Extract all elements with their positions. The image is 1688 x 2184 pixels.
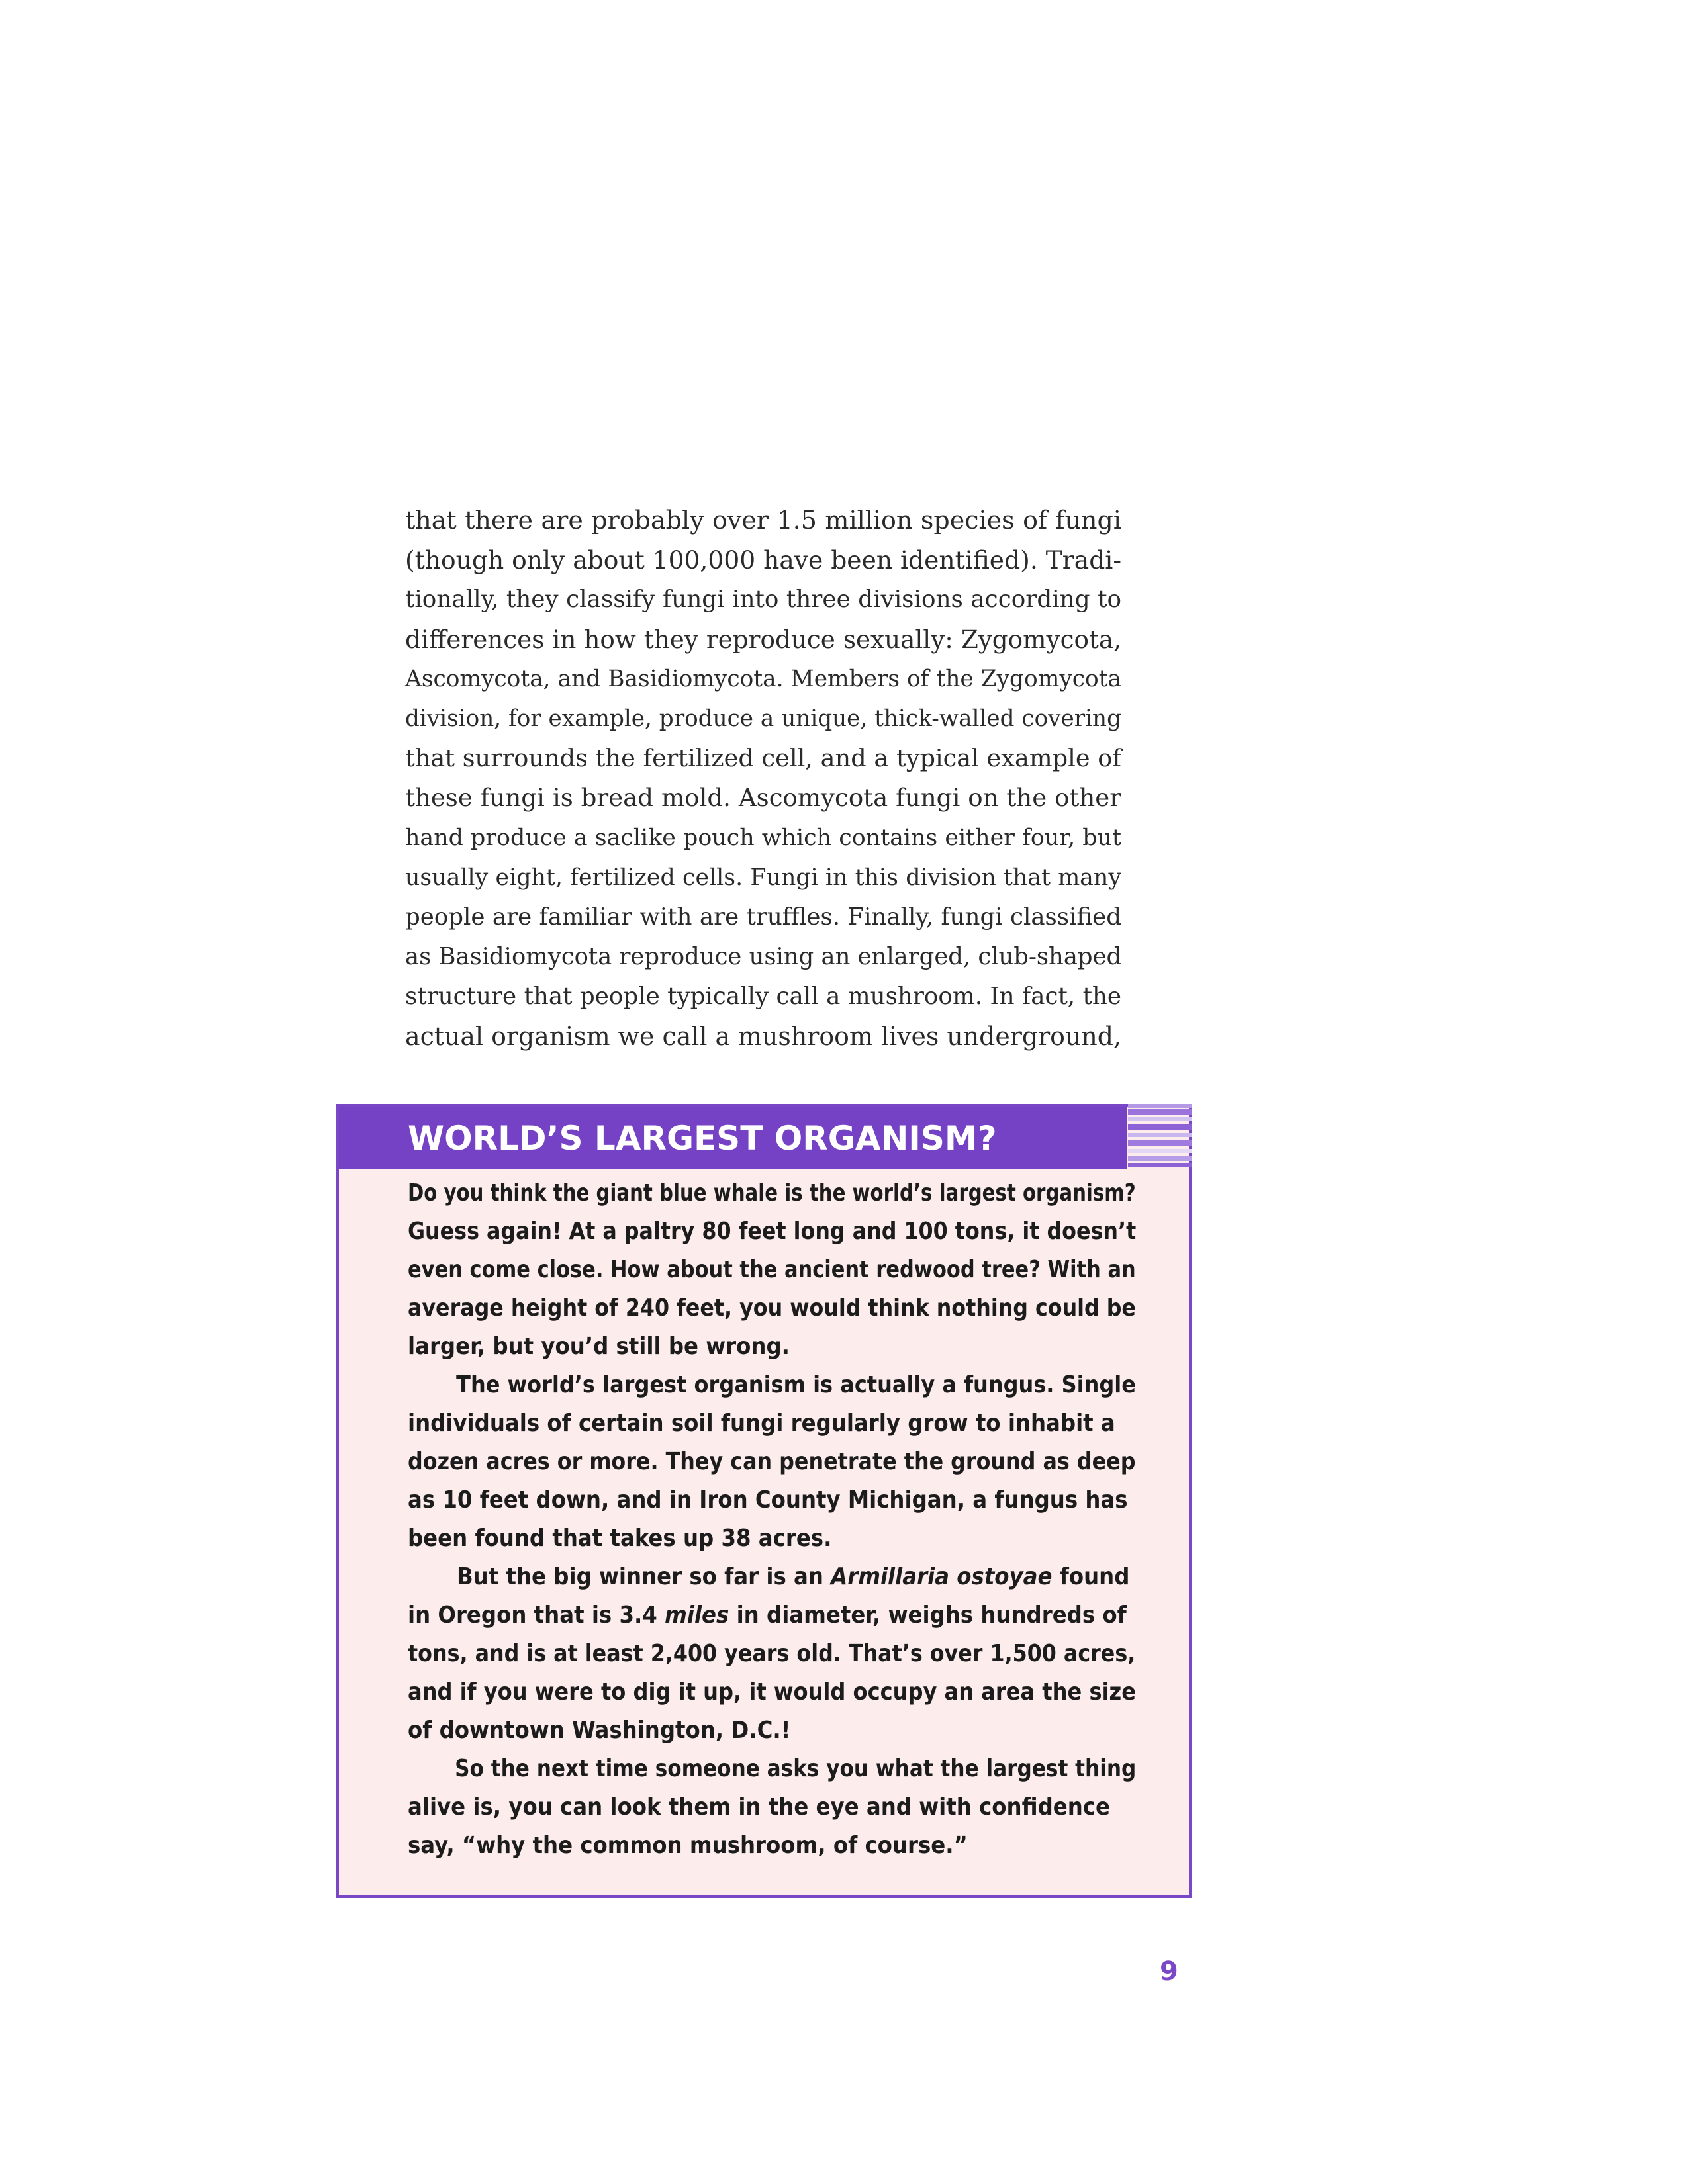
sidebar-line: average height of 240 feet, you would think nothing could be xyxy=(408,1295,1136,1322)
sidebar-line: even come close. How about the ancient redwood tree? With an xyxy=(408,1256,1136,1283)
text-run: But the big winner so far is an xyxy=(457,1563,831,1590)
sidebar-line: of downtown Washington, D.C.! xyxy=(408,1717,791,1744)
sidebar-paragraph xyxy=(408,1366,1136,1558)
text-run: in Oregon that is 3.4 xyxy=(408,1602,665,1629)
body-line: structure that people typically call a mushroom. In fact, the xyxy=(405,983,1121,1010)
body-text xyxy=(405,500,1121,1056)
sidebar-line: Do you think the giant blue whale is the world’s largest organism? xyxy=(408,1179,1136,1206)
sidebar-line: The world’s largest organism is actually a fungus. Single xyxy=(456,1371,1136,1398)
emphasis-text: miles xyxy=(665,1602,729,1629)
body-line: people are familiar with are truffles. Finally, fungi classified xyxy=(405,903,1121,931)
body-line: differences in how they reproduce sexually: Zygomycota, xyxy=(405,625,1121,654)
sidebar-line: larger, but you’d still be wrong. xyxy=(408,1333,790,1360)
sidebar-paragraph xyxy=(408,1750,1137,1865)
sidebar-title: WORLD’S LARGEST ORGANISM? xyxy=(408,1119,997,1158)
sidebar-line: dozen acres or more. They can penetrate the ground as deep xyxy=(408,1448,1136,1475)
body-line: actual organism we call a mushroom lives underground, xyxy=(405,1022,1121,1051)
sidebar-paragraph xyxy=(408,1558,1137,1750)
sidebar-line: as 10 feet down, and in Iron County Michigan, a fungus has xyxy=(408,1486,1128,1514)
body-line: these fungi is bread mold. Ascomycota fungi on the other xyxy=(405,784,1121,812)
body-line: that there are probably over 1.5 million species of fungi xyxy=(405,506,1121,535)
sidebar-line: So the next time someone asks you what the largest thing xyxy=(455,1755,1137,1782)
species-name: Armillaria ostoyae xyxy=(831,1563,1053,1590)
sidebar-line: individuals of certain soil fungi regularly grow to inhabit a xyxy=(408,1410,1115,1437)
body-line: as Basidiomycota reproduce using an enlarged, club-shaped xyxy=(405,943,1122,970)
sidebar-line: and if you were to dig it up, it would occupy an area the size xyxy=(408,1678,1137,1706)
body-line: hand produce a saclike pouch which contains either four, but xyxy=(405,825,1121,851)
sidebar-line: alive is, you can look them in the eye and with confidence xyxy=(408,1794,1110,1821)
sidebar-line: been found that takes up 38 acres. xyxy=(408,1525,832,1552)
body-line: Ascomycota, and Basidiomycota. Members of the Zygomycota xyxy=(405,666,1121,692)
text-run: found xyxy=(1052,1563,1130,1590)
sidebar-header xyxy=(339,1107,1127,1169)
sidebar-line: say, “why the common mushroom, of course.” xyxy=(408,1832,968,1859)
sidebar-box xyxy=(336,1104,1192,1898)
sidebar-line xyxy=(408,1596,1129,1635)
decorative-stripes xyxy=(1128,1104,1192,1167)
body-line: that surrounds the fertilized cell, and a typical example of xyxy=(405,744,1121,772)
sidebar-line: Guess again! At a paltry 80 feet long and 100 tons, it doesn’t xyxy=(408,1218,1137,1245)
sidebar-line: tons, and is at least 2,400 years old. That’s over 1,500 acres, xyxy=(408,1640,1136,1667)
body-line: division, for example, produce a unique, thick-walled covering xyxy=(405,705,1121,732)
body-line: usually eight, fertilized cells. Fungi in this division that many xyxy=(405,864,1121,891)
page-number: 9 xyxy=(1160,1956,1178,1987)
sidebar-paragraph xyxy=(408,1174,1137,1366)
sidebar-line xyxy=(408,1558,1129,1596)
body-line: tionally, they classify fungi into three divisions according to xyxy=(405,586,1121,613)
body-line: (though only about 100,000 have been identified). Tradi- xyxy=(405,545,1122,574)
text-run: in diameter, weighs hundreds of xyxy=(729,1602,1127,1629)
sidebar-body xyxy=(408,1174,1137,1865)
